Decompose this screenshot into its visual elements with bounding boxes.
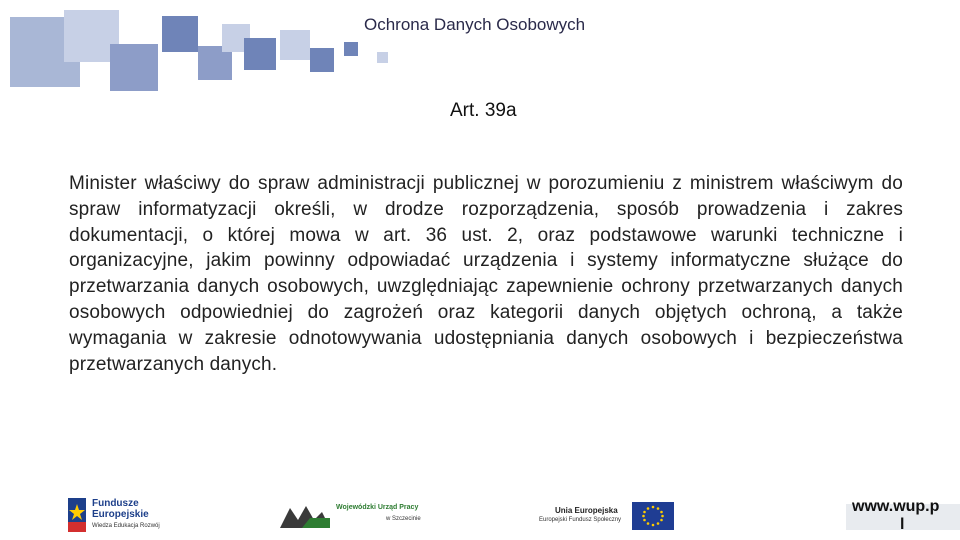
eu-flag-icon [632,502,674,530]
decor-square [344,42,358,56]
decor-square [280,30,310,60]
ue-logo-line2: Europejski Fundusz Społeczny [539,517,622,523]
decor-square [162,16,198,52]
fundusze-europejskie-logo [64,496,184,536]
wup-logo-line1: Wojewódzki Urząd Pracy [336,504,419,511]
wup-logo [280,500,430,536]
unia-europejska-logo [537,500,677,534]
article-body: Minister właściwy do spraw administracji publicznej w porozumieniu z ministrem właściwym do spraw informatyzacji określi, w drodze rozporządzenia, sposób prowadzenia i zakres dokumentacji, o której mowa w art. 36 ust. 2, oraz podstawowe warunki techniczne i organizacyjne, jakim powinny odpowiadać urządzenia i systemy informatyczne służące do przetwarzania danych osobowych, uwzględniając zapewnienie ochrony przetwarzanych danych osobowych odpowiedniej do zagrożeń oraz kategorii danych objętych ochroną, a także wymagania w zakresie odnotowywania udostępniania danych osobowych i bezpieczeństwa przetwarzanych danych. [69,173,903,375]
fe-logo-line3: Wiedza Edukacja Rozwój [92,523,160,529]
website-url[interactable]: www.wup.p [852,498,940,515]
fe-star-icon [68,498,86,532]
decor-square [244,38,276,70]
ue-logo-line1: Unia Europejska [555,506,618,515]
wup-mark-icon [280,500,330,530]
decor-square [377,52,388,63]
footer [0,488,960,540]
page-header-title: Ochrona Danych Osobowych [364,15,586,34]
decor-square [310,48,334,72]
fe-logo-line2: Europejskie [92,509,149,520]
website-url-tail[interactable]: l [900,516,905,533]
article-title: Art. 39a [450,100,517,121]
decor-square [110,44,158,91]
wup-logo-line2: w Szczecinie [386,516,421,522]
fe-logo-line1: Fundusze [92,498,139,509]
